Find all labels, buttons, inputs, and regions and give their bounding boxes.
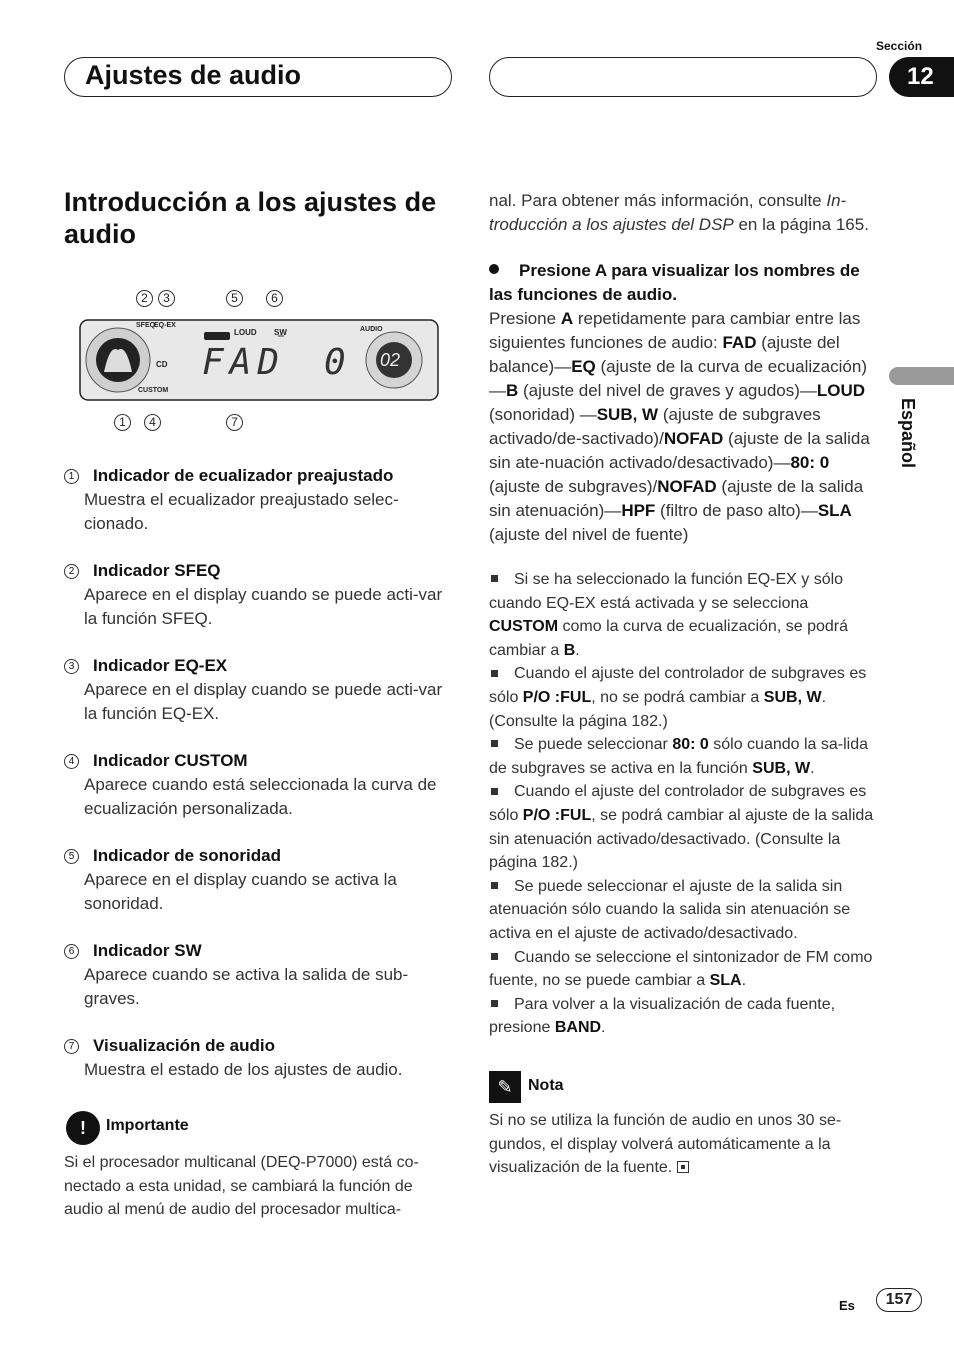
bullet-text: .: [575, 641, 580, 659]
bullet-text: Cuando el ajuste del controlador de subgraves es sólo: [489, 783, 867, 824]
list-item: [489, 662, 879, 733]
seq-text: (ajuste del nivel de fuente): [489, 525, 689, 544]
list-item: [489, 568, 879, 662]
end-mark-icon: [677, 1161, 689, 1173]
step-title: Presione A para visualizar los nombres de las funciones de audio.: [489, 261, 860, 304]
bullet-text: , se podrá cambiar al ajuste de la salida sin atenuación activado/desactivado. (Consulte la página 182.): [489, 806, 874, 872]
display-illustration: [78, 286, 442, 436]
bullet-text: Cuando se seleccione el sintonizador de FM como fuente, no se puede cambiar a: [489, 948, 873, 990]
sfeq-indicator: SFEQ: [136, 322, 156, 329]
seq-text: (ajuste de subgraves activado/de-sactivado)/: [489, 405, 821, 448]
seq-text: (ajuste de la salida sin ate-nuación activado/desactivado)—: [489, 429, 870, 472]
callout-4: 4: [144, 414, 161, 431]
seq-key: FAD: [722, 333, 757, 352]
display-value: 0: [324, 342, 346, 383]
item-title: Indicador SFEQ: [93, 561, 221, 580]
step-intro: Presione: [489, 309, 561, 328]
language-tab: [889, 367, 954, 385]
note-body: Si no se utiliza la función de audio en unos 30 se-gundos, el display volverá automáticamente a la visualización de la fuente.: [489, 1112, 842, 1177]
display-track: 02: [380, 350, 401, 370]
item-title: Indicador CUSTOM: [93, 751, 248, 770]
note-icon: ✎: [489, 1071, 521, 1103]
callout-1: 1: [114, 414, 131, 431]
bullet-key: 80: 0: [672, 736, 709, 754]
seq-key: B: [506, 381, 519, 400]
bullet-key: P/O :FUL: [522, 688, 592, 706]
item-desc: Aparece en el display cuando se puede acti-var la función EQ-EX.: [84, 680, 443, 723]
bullet-text: Se puede seleccionar el ajuste de la salida sin atenuación sólo cuando la salida sin atenuación se activa en el ajuste de activado/desactivado.: [489, 877, 851, 942]
item-number: 4: [64, 754, 79, 769]
note-label: Nota: [528, 1077, 564, 1094]
seq-key: SLA: [817, 501, 852, 520]
item-number: 6: [64, 944, 79, 959]
callout-6: 6: [266, 290, 283, 307]
seq-key: NOFAD: [657, 477, 717, 496]
list-item: [489, 993, 879, 1040]
bullet-key: SLA: [709, 972, 742, 990]
list-item: [489, 733, 879, 780]
item-title: Indicador de sonoridad: [93, 846, 281, 865]
bullet-text: . (Consulte la página 182.): [489, 688, 827, 730]
item-desc: Aparece cuando está seleccionada la curva de ecualización personalizada.: [84, 775, 437, 818]
list-item: [64, 939, 454, 1011]
item-number: 2: [64, 564, 79, 579]
item-title: Indicador de ecualizador preajustado: [93, 466, 394, 485]
square-bullet-icon: [491, 882, 498, 889]
cd-indicator: CD: [156, 360, 168, 369]
callout-5: 5: [226, 290, 243, 307]
callout-7: 7: [226, 414, 243, 431]
display-main-text: FAD: [202, 342, 286, 383]
header-title-pill: [64, 57, 452, 97]
item-desc: Aparece en el display cuando se puede acti-var la función SFEQ.: [84, 585, 443, 628]
seq-key: EQ: [571, 357, 596, 376]
bullet-text: Cuando el ajuste del controlador de subgraves es sólo: [489, 665, 867, 706]
step-body: [489, 307, 879, 547]
header-blank-pill: [489, 57, 877, 97]
bullet-text: .: [741, 972, 747, 990]
list-item: [489, 780, 879, 874]
page-number: 157: [876, 1288, 922, 1312]
bullet-text: , no se podrá cambiar a: [591, 688, 764, 706]
important-text: Si el procesador multicanal (DEQ-P7000) está co-nectado a esta unidad, se cambiará la función de audio al menú de audio del procesador multica-: [64, 1154, 419, 1219]
continuation-text-end: en la página 165.: [733, 215, 869, 234]
item-number: 3: [64, 659, 79, 674]
loud-indicator: LOUD: [234, 328, 257, 337]
seq-text: (sonoridad) —: [489, 405, 597, 424]
continuation-text: nal. Para obtener más información, consulte: [489, 191, 827, 210]
bullet-text: sólo cuando la sa-lida de subgraves se activa en la función: [489, 736, 869, 777]
header-title: Ajustes de audio: [85, 60, 302, 90]
sw-indicator: SW: [274, 328, 287, 337]
bullet-key: SUB, W: [752, 759, 811, 777]
item-number: 5: [64, 849, 79, 864]
seq-text: (ajuste de la curva de ecualización)—: [489, 357, 867, 400]
item-title: Visualización de audio: [93, 1036, 276, 1055]
continuation-paragraph: [489, 189, 879, 237]
seq-text: (ajuste de subgraves)/: [489, 477, 658, 496]
item-desc: Muestra el estado de los ajustes de audio.: [84, 1060, 403, 1079]
seq-text: (filtro de paso alto)—: [655, 501, 818, 520]
square-bullet-icon: [491, 670, 498, 677]
bullet-key: P/O :FUL: [522, 806, 592, 824]
important-icon: !: [66, 1111, 100, 1145]
seq-text: (ajuste del balance)—: [489, 333, 840, 376]
audio-indicator: AUDIO: [360, 326, 383, 333]
bullet-text: como la curva de ecualización, se podrá cambiar a: [489, 618, 848, 659]
callout-3: 3: [158, 290, 175, 307]
list-item: [489, 946, 879, 993]
item-desc: Aparece en el display cuando se activa la sonoridad.: [84, 870, 397, 913]
page-reference-link[interactable]: In-troducción a los ajustes del DSP: [489, 191, 847, 234]
list-item: [489, 875, 879, 946]
bullet-key: SUB, W: [763, 688, 822, 706]
bullet-text: Para volver a la visualización de cada fuente, presione: [489, 995, 836, 1037]
list-item: [64, 464, 454, 536]
list-item: [64, 844, 454, 916]
bullet-text: Si se ha seleccionado la función EQ-EX y sólo cuando EQ-EX está activada y se selecciona: [489, 571, 844, 612]
section-label: Sección: [876, 39, 923, 53]
bullet-key: B: [563, 641, 576, 659]
item-title: Indicador EQ-EX: [93, 656, 228, 675]
callout-2: 2: [136, 290, 153, 307]
custom-indicator: CUSTOM: [138, 387, 169, 394]
step-heading: [489, 259, 879, 307]
bullet-list: [489, 568, 879, 1040]
bullet-text: .: [810, 759, 815, 777]
important-label: Importante: [106, 1117, 189, 1134]
page-title: Introducción a los ajustes de audio: [64, 187, 437, 249]
seq-key: LOUD: [816, 381, 866, 400]
square-bullet-icon: [491, 1000, 498, 1007]
square-bullet-icon: [491, 788, 498, 795]
item-desc: Muestra el ecualizador preajustado selec-cionado.: [84, 490, 399, 533]
bullet-text: .: [601, 1019, 606, 1037]
seq-key: 80: 0: [790, 453, 830, 472]
item-number: 7: [64, 1039, 79, 1054]
note-text: [489, 1109, 879, 1180]
item-title: Indicador SW: [93, 941, 202, 960]
item-desc: Aparece cuando se activa la salida de sub-graves.: [84, 965, 409, 1008]
list-item: [64, 749, 454, 821]
language-label: Español: [898, 398, 918, 469]
seq-key: SUB, W: [596, 405, 659, 424]
square-bullet-icon: [491, 575, 498, 582]
seq-text: (ajuste del nivel de graves y agudos)—: [518, 381, 817, 400]
bullet-text: Se puede seleccionar: [514, 736, 673, 754]
list-item: [64, 559, 454, 631]
section-number: 12: [889, 57, 954, 97]
square-bullet-icon: [491, 740, 498, 747]
step-bullet-icon: [489, 264, 499, 274]
list-item: [64, 654, 454, 726]
list-item: [64, 1034, 454, 1082]
item-number: 1: [64, 469, 79, 484]
bullet-key: CUSTOM: [489, 618, 559, 636]
step-key: A: [560, 309, 574, 328]
square-bullet-icon: [491, 953, 498, 960]
seq-key: NOFAD: [663, 429, 724, 448]
seq-key: HPF: [621, 501, 656, 520]
footer-lang-code: Es: [839, 1298, 855, 1313]
bullet-key: BAND: [554, 1019, 602, 1037]
eqex-indicator: EQ-EX: [154, 322, 176, 329]
seq-text: (ajuste de la salida sin atenuación)—: [489, 477, 864, 520]
step-intro-end: repetidamente para cambiar entre las siguientes funciones de audio:: [489, 309, 861, 352]
